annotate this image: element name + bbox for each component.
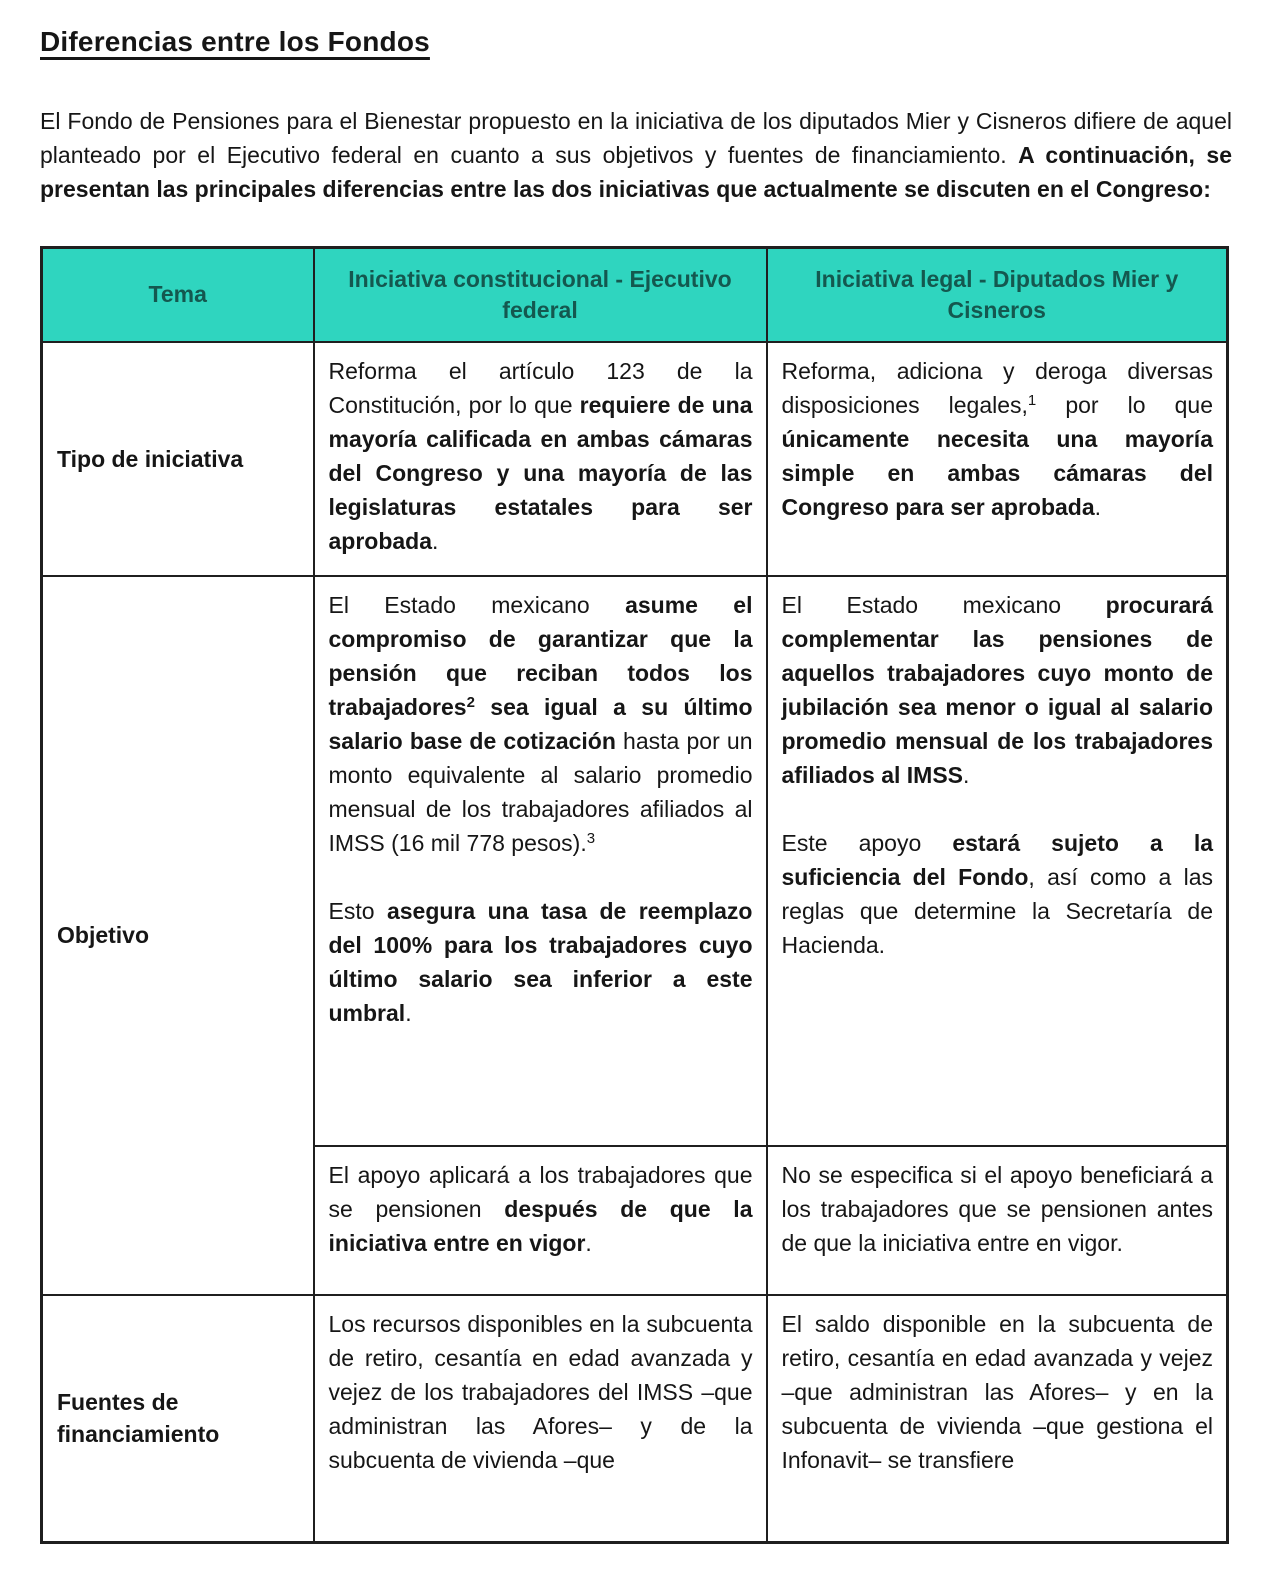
cell-objetivo-ejecutivo: El Estado mexicano asume el compromiso de garantizar que la pensión que reciban todos los trabajadores$^2$ sea igual a su último salario base de cotización hasta por un monto equivalente al salario promedio mensual de los trabajadores afiliados al IMSS (16 mil 778 pesos).$^3$ Esto asegura una tasa de reemplazo del 100% para los trabajadores cuyo último salario sea inferior a este umbral. <box>314 576 767 1146</box>
header-cell-iniciativa-legal: Iniciativa legal - Diputados Mier y Cisneros <box>767 248 1228 342</box>
cell-objetivo-vigencia-diputados: No se especifica si el apoyo beneficiará a los trabajadores que se pensionen antes de que la iniciativa entre en vigor. <box>767 1146 1228 1295</box>
cell-fuentes-diputados: El saldo disponible en la subcuenta de retiro, cesantía en edad avanzada y vejez –que administran las Afores– y en la subcuenta de vivienda –que gestiona el Infonavit– se transfiere <box>767 1295 1228 1543</box>
header-cell-iniciativa-constitucional: Iniciativa constitucional - Ejecutivo federal <box>314 248 767 342</box>
row-label-objetivo: Objetivo <box>42 576 314 1295</box>
header-cell-tema: Tema <box>42 248 314 342</box>
cell-tipo-ejecutivo: Reforma el artículo 123 de la Constitución, por lo que requiere de una mayoría calificada en ambas cámaras del Congreso y una mayoría de las legislaturas estatales para ser aprobada. <box>314 342 767 576</box>
table-header-row <box>42 248 1228 342</box>
cell-tipo-diputados: Reforma, adiciona y deroga diversas disposiciones legales,$^1$ por lo que únicamente necesita una mayoría simple en ambas cámaras del Congreso para ser aprobada. <box>767 342 1228 576</box>
table-row-fuentes-de-financiamiento <box>42 1295 1228 1543</box>
cell-objetivo-diputados: El Estado mexicano procurará complementar las pensiones de aquellos trabajadores cuyo monto de jubilación sea menor o igual al salario promedio mensual de los trabajadores afiliados al IMSS. Este apoyo estará sujeto a la suficiencia del Fondo, así como a las reglas que determine la Secretaría de Hacienda. <box>767 576 1228 1146</box>
cell-fuentes-ejecutivo: Los recursos disponibles en la subcuenta de retiro, cesantía en edad avanzada y vejez de los trabajadores del IMSS –que administran las Afores– y de la subcuenta de vivienda –que <box>314 1295 767 1543</box>
page-title: Diferencias entre los Fondos <box>40 26 430 57</box>
intro-paragraph: El Fondo de Pensiones para el Bienestar propuesto en la iniciativa de los diputados Mier y Cisneros difiere de aquel planteado por el Ejecutivo federal en cuanto a sus objetivos y fuentes de financiamiento. A continuación, se presentan las principales diferencias entre las dos iniciativas que actualmente se discuten en el Congreso: <box>40 108 1232 202</box>
comparison-table <box>40 246 1229 1544</box>
cell-objetivo-vigencia-ejecutivo: El apoyo aplicará a los trabajadores que se pensionen después de que la iniciativa entre en vigor. <box>314 1146 767 1295</box>
table-row-tipo-de-iniciativa <box>42 342 1228 576</box>
row-label-tipo-de-iniciativa: Tipo de iniciativa <box>42 342 314 576</box>
row-label-fuentes-de-financiamiento: Fuentes de financiamiento <box>42 1295 314 1543</box>
table-row-objetivo <box>42 576 1228 1146</box>
